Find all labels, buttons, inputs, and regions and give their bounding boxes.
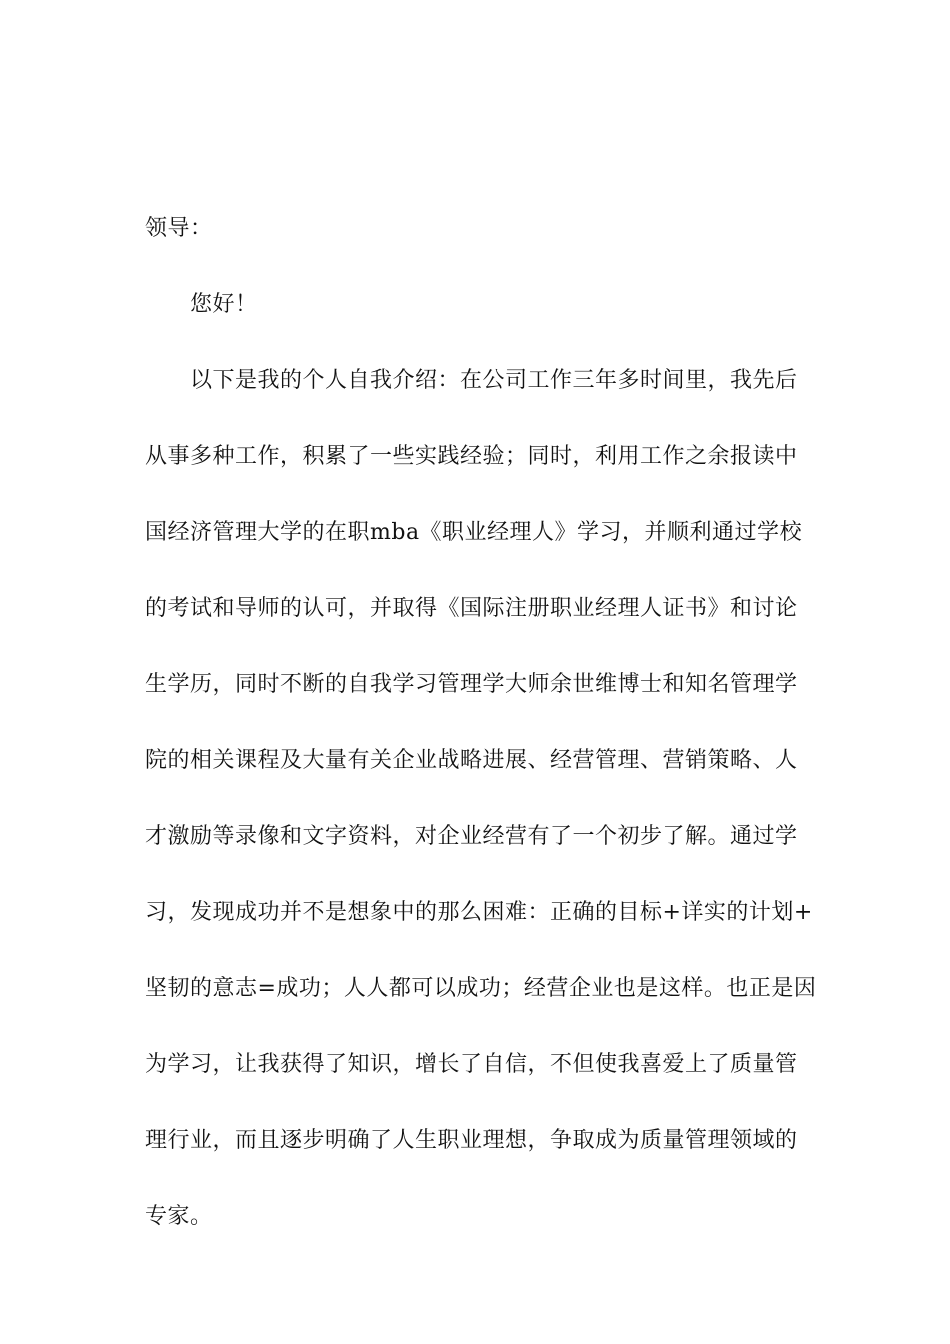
paragraph-line: 以下是我的个人自我介绍：在公司工作三年多时间里，我先后 [190, 368, 798, 393]
paragraph-line: 生学历，同时不断的自我学习管理学大师余世维博士和知名管理学 [145, 672, 798, 697]
paragraph-line: 习，发现成功并不是想象中的那么困难：正确的目标+详实的计划+ [145, 900, 813, 925]
paragraph-line: 理行业，而且逐步明确了人生职业理想，争取成为质量管理领域的 [145, 1128, 798, 1153]
paragraph-line: 院的相关课程及大量有关企业战略进展、经营管理、营销策略、人 [145, 748, 798, 773]
letter-body [145, 206, 817, 1270]
paragraph-line: 的考试和导师的认可，并取得《国际注册职业经理人证书》和讨论 [145, 596, 798, 621]
greeting: 您好！ [190, 292, 258, 317]
paragraph-line: 从事多种工作，积累了一些实践经验；同时，利用工作之余报读中 [145, 444, 798, 469]
salutation: 领导： [145, 216, 213, 241]
paragraph-line: 才激励等录像和文字资料，对企业经营有了一个初步了解。通过学 [145, 824, 798, 849]
paragraph-line: 专家。 [145, 1204, 213, 1229]
paragraph-line: 国经济管理大学的在职mba《职业经理人》学习，并顺利通过学校 [145, 520, 803, 545]
paragraph-line: 为学习，让我获得了知识，增长了自信，不但使我喜爱上了质量管 [145, 1052, 798, 1077]
paragraph-line: 坚韧的意志=成功；人人都可以成功；经营企业也是这样。也正是因 [145, 976, 817, 1001]
